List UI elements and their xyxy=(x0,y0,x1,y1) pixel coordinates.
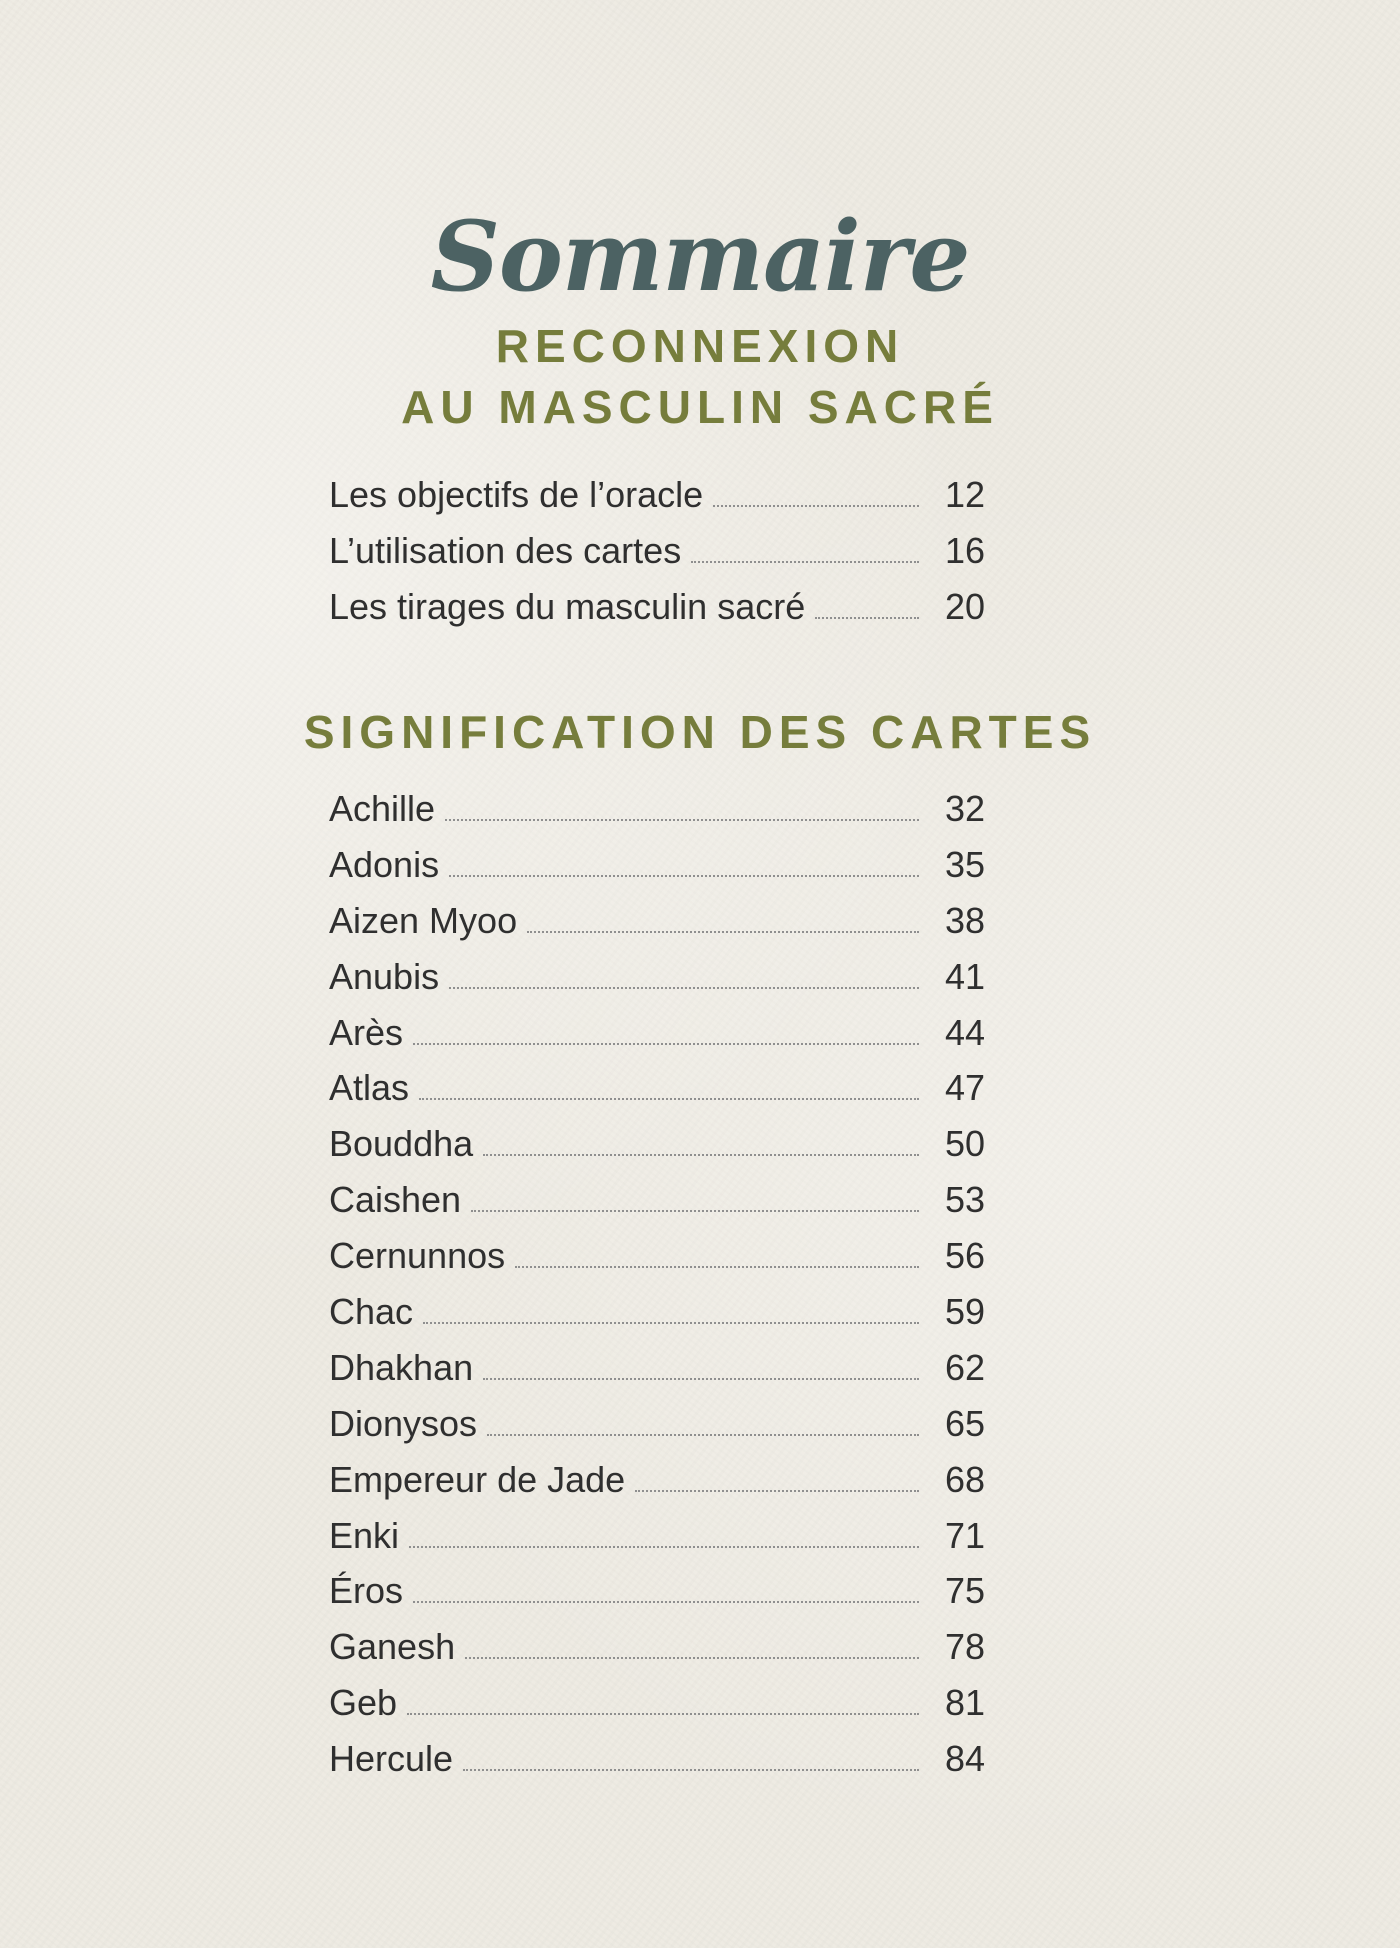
dot-leader xyxy=(413,1043,919,1045)
dot-leader xyxy=(465,1657,919,1659)
dot-leader xyxy=(471,1210,919,1212)
toc-entry-page: 59 xyxy=(945,1291,986,1333)
toc-entry-title: Les objectifs de l’oracle xyxy=(329,474,704,515)
toc-entry-page: 35 xyxy=(945,843,986,885)
section-heading-reconnexion xyxy=(0,316,1400,438)
dot-leader xyxy=(407,1713,919,1715)
toc-entry[interactable] xyxy=(329,788,1015,844)
toc-entry[interactable] xyxy=(329,1570,1015,1626)
toc-entry-page: 38 xyxy=(945,899,986,941)
dot-leader xyxy=(449,875,919,877)
toc-entry-page: 53 xyxy=(945,1179,986,1221)
toc-entry[interactable] xyxy=(329,956,1015,1012)
dot-leader xyxy=(527,931,919,933)
toc-entry-page: 71 xyxy=(945,1514,986,1556)
toc-entry[interactable] xyxy=(329,1515,1015,1571)
toc-list-signification xyxy=(329,788,1015,1794)
toc-entry-page: 47 xyxy=(945,1067,986,1109)
toc-entry-title: Caishen xyxy=(329,1179,462,1221)
toc-entry-page: 84 xyxy=(945,1738,986,1780)
toc-entry-title: Chac xyxy=(329,1291,414,1333)
page-title: Sommaire xyxy=(430,200,970,314)
dot-leader xyxy=(463,1769,919,1771)
toc-entry-title: Enki xyxy=(329,1514,400,1556)
dot-leader xyxy=(483,1378,919,1380)
dot-leader xyxy=(635,1490,919,1492)
toc-entry-page: 65 xyxy=(945,1402,986,1444)
toc-entry[interactable] xyxy=(329,530,1015,586)
toc-entry-title: Aizen Myoo xyxy=(329,899,518,941)
toc-entry-title: Empereur de Jade xyxy=(329,1458,626,1500)
toc-entry-page: 41 xyxy=(945,955,986,997)
toc-entry-page: 32 xyxy=(945,788,986,829)
toc-entry[interactable] xyxy=(329,1682,1015,1738)
toc-entry[interactable] xyxy=(329,1738,1015,1794)
toc-entry[interactable] xyxy=(329,586,1015,642)
toc-entry-page: 75 xyxy=(945,1570,986,1612)
toc-entry[interactable] xyxy=(329,1012,1015,1068)
dot-leader xyxy=(515,1266,919,1268)
toc-entry-title: Dhakhan xyxy=(329,1346,474,1388)
dot-leader xyxy=(445,819,919,821)
dot-leader xyxy=(713,505,919,507)
toc-entry[interactable] xyxy=(329,1179,1015,1235)
toc-entry-title: Bouddha xyxy=(329,1123,474,1165)
toc-entry[interactable] xyxy=(329,1235,1015,1291)
toc-entry-title: Cernunnos xyxy=(329,1235,506,1277)
toc-entry[interactable] xyxy=(329,900,1015,956)
toc-entry[interactable] xyxy=(329,844,1015,900)
toc-entry-page: 20 xyxy=(945,586,986,627)
section-heading-line: AU MASCULIN SACRÉ xyxy=(401,381,999,433)
dot-leader xyxy=(449,987,919,989)
dot-leader xyxy=(691,561,919,563)
toc-entry-title: Éros xyxy=(329,1570,404,1612)
toc-entry-title: Dionysos xyxy=(329,1402,478,1444)
toc-entry-page: 56 xyxy=(945,1235,986,1277)
toc-entry-title: Achille xyxy=(329,788,436,829)
section-heading-signification: SIGNIFICATION DES CARTES xyxy=(303,706,1097,758)
dot-leader xyxy=(815,617,919,619)
toc-entry-page: 16 xyxy=(945,530,986,571)
toc-entry-title: Atlas xyxy=(329,1067,410,1109)
toc-entry-page: 12 xyxy=(945,474,986,515)
toc-entry-page: 62 xyxy=(945,1346,986,1388)
toc-entry-title: Arès xyxy=(329,1011,404,1053)
toc-entry-page: 68 xyxy=(945,1458,986,1500)
toc-entry-title: L’utilisation des cartes xyxy=(329,530,682,571)
dot-leader xyxy=(483,1154,919,1156)
toc-entry[interactable] xyxy=(329,1347,1015,1403)
toc-entry-title: Les tirages du masculin sacré xyxy=(329,586,806,627)
toc-entry[interactable] xyxy=(329,1626,1015,1682)
dot-leader xyxy=(413,1601,919,1603)
toc-entry-title: Hercule xyxy=(329,1738,454,1780)
toc-entry-title: Anubis xyxy=(329,955,440,997)
toc-entry[interactable] xyxy=(329,1067,1015,1123)
toc-entry[interactable] xyxy=(329,1291,1015,1347)
toc-entry-title: Ganesh xyxy=(329,1626,456,1668)
toc-entry[interactable] xyxy=(329,1459,1015,1515)
dot-leader xyxy=(409,1546,919,1548)
toc-entry-page: 50 xyxy=(945,1123,986,1165)
dot-leader xyxy=(419,1098,919,1100)
dot-leader xyxy=(423,1322,919,1324)
toc-entry[interactable] xyxy=(329,1403,1015,1459)
toc-entry[interactable] xyxy=(329,1123,1015,1179)
section-heading-line: RECONNEXION xyxy=(495,320,905,372)
toc-entry-page: 81 xyxy=(945,1682,986,1724)
toc-entry-title: Geb xyxy=(329,1682,398,1724)
toc-entry-page: 44 xyxy=(945,1011,986,1053)
toc-entry[interactable] xyxy=(329,474,1015,530)
toc-entry-title: Adonis xyxy=(329,843,440,885)
toc-entry-page: 78 xyxy=(945,1626,986,1668)
toc-list-reconnexion xyxy=(329,474,1015,642)
dot-leader xyxy=(487,1434,919,1436)
